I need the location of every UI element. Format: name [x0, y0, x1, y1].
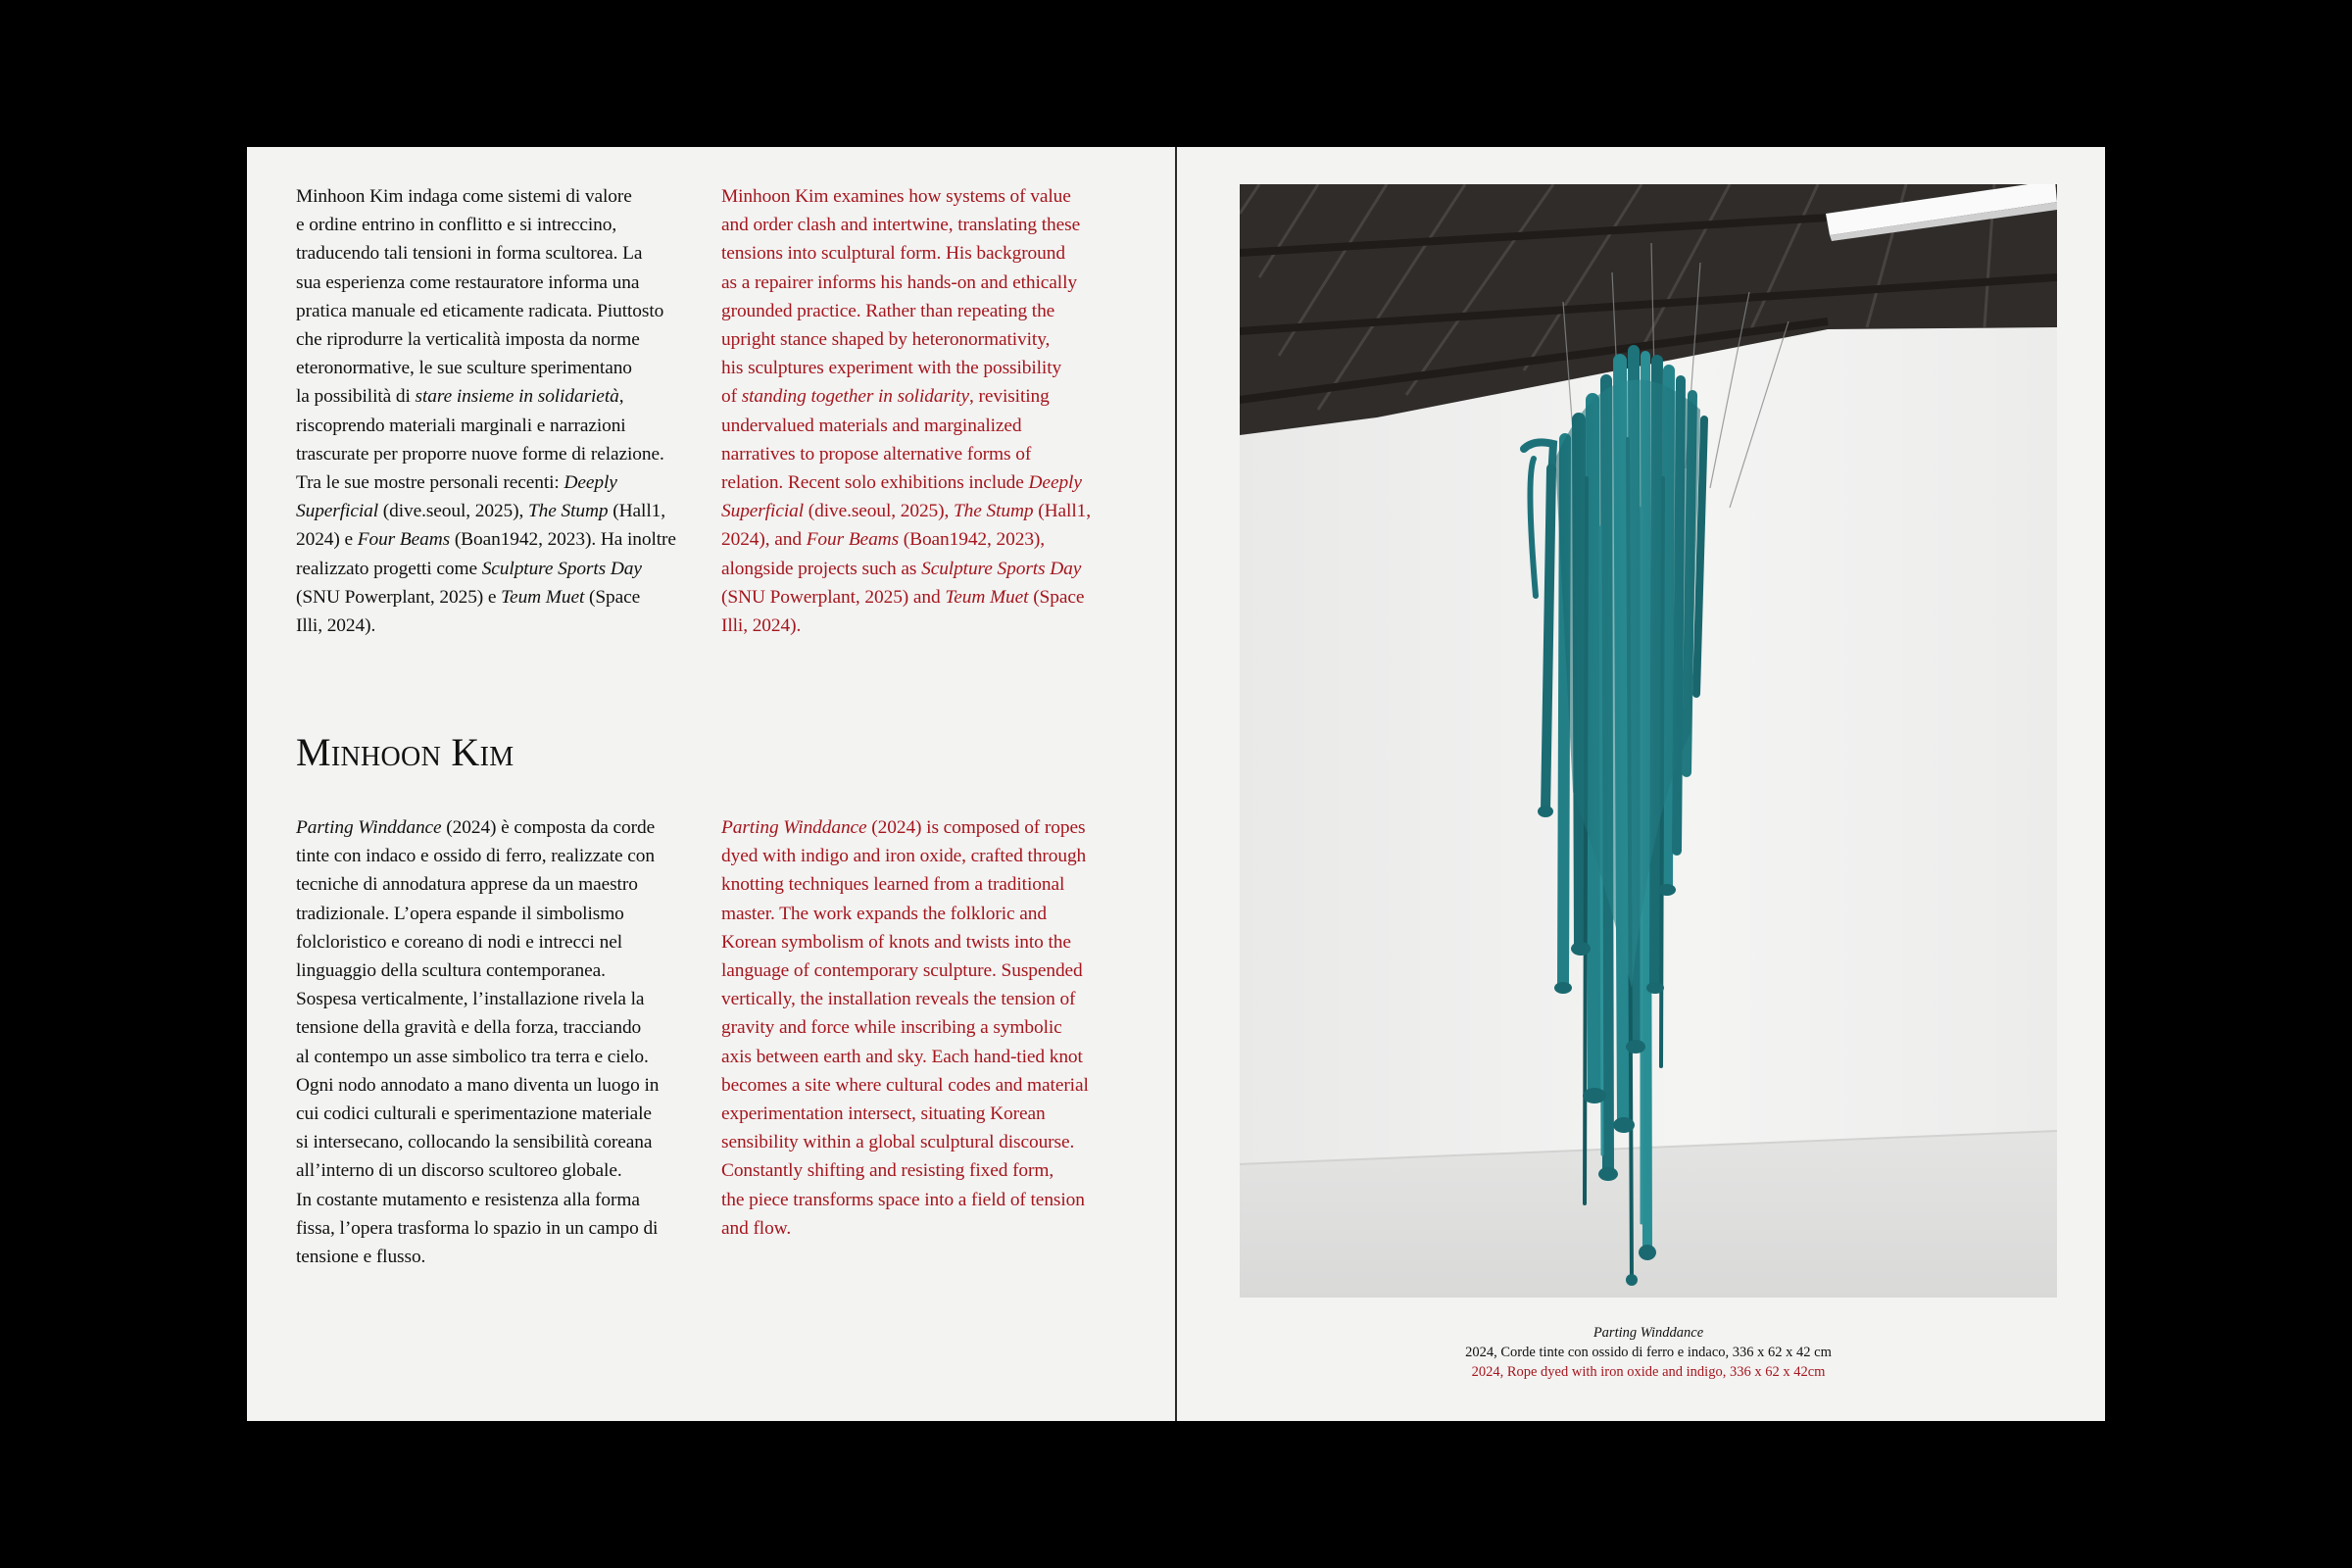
text-line [721, 1100, 1113, 1128]
text-line [296, 440, 688, 468]
text-line [296, 842, 688, 870]
text-run: tradizionale. L’opera espande il simbolismo [296, 903, 624, 924]
text-line [721, 182, 1113, 211]
text-run: pratica manuale ed eticamente radicata. Piuttosto [296, 300, 664, 321]
italic-title: Sculpture Sports Day [481, 558, 642, 579]
text-run: (Space [584, 586, 641, 608]
text-line [296, 1128, 688, 1156]
text-line [296, 211, 688, 239]
text-line [721, 497, 1113, 525]
caption-italian: 2024, Corde tinte con ossido di ferro e indaco, 336 x 62 x 42 cm [1465, 1345, 1832, 1360]
text-run: traducendo tali tensioni in forma scultorea. La [296, 243, 643, 265]
text-run: Illi, 2024). [721, 615, 802, 637]
text-line [296, 525, 688, 554]
text-run: si intersecano, collocando la sensibilità coreana [296, 1132, 653, 1153]
italic-title: Sculpture Sports Day [921, 558, 1082, 579]
text-run: the piece transforms space into a field of tension [721, 1189, 1085, 1210]
text-run: riscoprendo materiali marginali e narrazioni [296, 415, 626, 436]
intro-text-english [721, 182, 1113, 640]
text-run: becomes a site where cultural codes and material [721, 1074, 1089, 1096]
text-line [721, 211, 1113, 239]
italic-title: Superficial [721, 501, 804, 522]
text-line [721, 928, 1113, 956]
text-run: (dive.seoul, 2025), [378, 501, 528, 522]
text-line [721, 297, 1113, 325]
text-run: , [618, 386, 624, 408]
text-run: (SNU Powerplant, 2025) e [296, 586, 502, 608]
text-line [721, 583, 1113, 612]
text-line [721, 412, 1113, 440]
text-line [721, 325, 1113, 354]
text-line [721, 985, 1113, 1013]
text-line [296, 325, 688, 354]
text-line [721, 1128, 1113, 1156]
text-run: upright stance shaped by heteronormativity, [721, 329, 1051, 351]
text-line [296, 555, 688, 583]
text-run: (Space [1028, 586, 1085, 608]
text-line [296, 1043, 688, 1071]
italic-title: The Stump [954, 501, 1034, 522]
text-line [721, 1013, 1113, 1042]
text-run: and flow. [721, 1217, 792, 1239]
text-line [721, 1186, 1113, 1214]
text-line [296, 269, 688, 297]
text-run: grounded practice. Rather than repeating the [721, 300, 1055, 321]
text-run: of [721, 386, 742, 408]
text-run: Minhoon Kim indaga come sistemi di valore [296, 186, 632, 207]
text-line [721, 269, 1113, 297]
text-run: narratives to propose alternative forms of [721, 443, 1032, 465]
text-run: (Hall1, [608, 501, 665, 522]
text-line [296, 1214, 688, 1243]
text-line [721, 525, 1113, 554]
text-run: folcloristico e coreano di nodi e intrecci nel [296, 931, 622, 953]
text-line [296, 1243, 688, 1271]
italic-title: Teum Muet [945, 586, 1029, 608]
text-run: relation. Recent solo exhibitions include [721, 472, 1029, 494]
text-run: tinte con indaco e ossido di ferro, realizzate con [296, 846, 655, 867]
text-run: Minhoon Kim examines how systems of value [721, 186, 1071, 207]
text-line [296, 497, 688, 525]
text-line [296, 928, 688, 956]
text-run: tensione e flusso. [296, 1247, 426, 1268]
text-line [721, 870, 1113, 899]
text-run: axis between earth and sky. Each hand-tied knot [721, 1046, 1083, 1067]
text-run: (2024) è composta da corde [441, 817, 656, 838]
text-line [721, 813, 1113, 842]
text-run: Illi, 2024). [296, 615, 376, 637]
italic-title: Parting Winddance [296, 817, 442, 838]
italic-title: Superficial [296, 501, 378, 522]
text-run: linguaggio della scultura contemporanea. [296, 960, 606, 982]
italic-title: stare insieme in solidarietà [415, 386, 619, 408]
text-line [721, 239, 1113, 268]
text-run: language of contemporary sculpture. Suspended [721, 960, 1083, 982]
text-run: alongside projects such as [721, 558, 922, 579]
text-run: sua esperienza come restauratore informa una [296, 271, 640, 293]
italic-title: Parting Winddance [721, 817, 867, 838]
text-line [296, 1013, 688, 1042]
artist-name-heading: Minhoon Kim [296, 730, 514, 774]
text-run: (Boan1942, 2023). Ha inoltre [450, 529, 676, 551]
caption-title: Parting Winddance [1592, 1325, 1704, 1341]
text-run: experimentation intersect, situating Korean [721, 1103, 1046, 1125]
text-line [721, 440, 1113, 468]
text-run: e ordine entrino in conflitto e si intreccino, [296, 215, 617, 236]
artwork-caption [1240, 1323, 2057, 1382]
text-run: Sospesa verticalmente, l’installazione rivela la [296, 989, 645, 1010]
text-line [296, 239, 688, 268]
text-run: (dive.seoul, 2025), [804, 501, 954, 522]
text-line [721, 1043, 1113, 1071]
text-run: Constantly shifting and resisting fixed form, [721, 1160, 1054, 1182]
text-line [721, 956, 1113, 985]
text-line [296, 1156, 688, 1185]
text-run: 2024) e [296, 529, 358, 551]
text-line [296, 900, 688, 928]
text-run: 2024), and [721, 529, 807, 551]
text-line [721, 382, 1113, 411]
work-text-english [721, 813, 1113, 1243]
text-run: , revisiting [968, 386, 1050, 408]
text-line [296, 985, 688, 1013]
italic-title: standing together in solidarity [741, 386, 969, 408]
text-run: undervalued materials and marginalized [721, 415, 1022, 436]
text-line [296, 583, 688, 612]
text-line [296, 956, 688, 985]
text-run: trascurate per proporre nuove forme di relazione. [296, 443, 664, 465]
italic-title: Four Beams [357, 529, 451, 551]
text-run: gravity and force while inscribing a symbolic [721, 1017, 1062, 1039]
text-run: realizzato progetti come [296, 558, 482, 579]
left-page [247, 147, 1175, 1421]
work-text-italian [296, 813, 688, 1271]
text-run: dyed with indigo and iron oxide, crafted through [721, 846, 1087, 867]
text-run: tensions into sculptural form. His background [721, 243, 1065, 265]
artwork-photo [1240, 184, 2057, 1298]
text-run: (Boan1942, 2023), [899, 529, 1046, 551]
text-line [721, 1071, 1113, 1100]
text-run: as a repairer informs his hands-on and ethically [721, 271, 1077, 293]
text-run: his sculptures experiment with the possibility [721, 358, 1062, 379]
text-run: vertically, the installation reveals the tension of [721, 989, 1076, 1010]
caption-english: 2024, Rope dyed with iron oxide and indigo, 336 x 62 x 42cm [1471, 1364, 1826, 1380]
text-run: (SNU Powerplant, 2025) and [721, 586, 946, 608]
italic-title: Deeply [564, 472, 617, 494]
text-run: cui codici culturali e sperimentazione materiale [296, 1103, 652, 1125]
text-run: tecniche di annodatura apprese da un maestro [296, 874, 638, 896]
text-run: (Hall1, [1033, 501, 1091, 522]
text-line [721, 842, 1113, 870]
intro-text-italian [296, 182, 688, 640]
right-page [1177, 147, 2105, 1421]
text-run: Tra le sue mostre personali recenti: [296, 472, 564, 494]
book-spread [247, 147, 2105, 1421]
text-line [296, 182, 688, 211]
text-line [296, 612, 688, 640]
text-run: fissa, l’opera trasforma lo spazio in un campo di [296, 1217, 659, 1239]
teal-rope-sculpture-installation [1240, 184, 2057, 1298]
text-line [721, 900, 1113, 928]
text-line [296, 813, 688, 842]
italic-title: The Stump [528, 501, 609, 522]
text-run: (2024) is composed of ropes [866, 817, 1086, 838]
text-line [296, 870, 688, 899]
text-line [721, 468, 1113, 497]
text-line [296, 297, 688, 325]
italic-title: Deeply [1028, 472, 1082, 494]
text-run: che riprodurre la verticalità imposta da norme [296, 329, 640, 351]
text-run: al contempo un asse simbolico tra terra e cielo. [296, 1046, 649, 1067]
text-line [721, 555, 1113, 583]
italic-title: Teum Muet [501, 586, 585, 608]
text-run: sensibility within a global sculptural discourse. [721, 1132, 1075, 1153]
text-run: knotting techniques learned from a traditional [721, 874, 1065, 896]
text-run: eteronormative, le sue sculture sperimentano [296, 358, 632, 379]
text-run: In costante mutamento e resistenza alla forma [296, 1189, 640, 1210]
text-line [721, 354, 1113, 382]
text-line [296, 354, 688, 382]
text-line [296, 1186, 688, 1214]
text-line [296, 1071, 688, 1100]
text-run: la possibilità di [296, 386, 416, 408]
text-run: Korean symbolism of knots and twists into the [721, 931, 1071, 953]
text-line [296, 382, 688, 411]
text-line [721, 612, 1113, 640]
text-run: master. The work expands the folkloric and [721, 903, 1047, 924]
text-run: Ogni nodo annodato a mano diventa un luogo in [296, 1074, 660, 1096]
text-run: tensione della gravità e della forza, tracciando [296, 1017, 642, 1039]
text-run: and order clash and intertwine, translating these [721, 215, 1081, 236]
text-line [296, 1100, 688, 1128]
italic-title: Four Beams [806, 529, 900, 551]
text-line [296, 468, 688, 497]
text-run: all’interno di un discorso scultoreo globale. [296, 1160, 622, 1182]
text-line [721, 1156, 1113, 1185]
text-line [721, 1214, 1113, 1243]
text-line [296, 412, 688, 440]
